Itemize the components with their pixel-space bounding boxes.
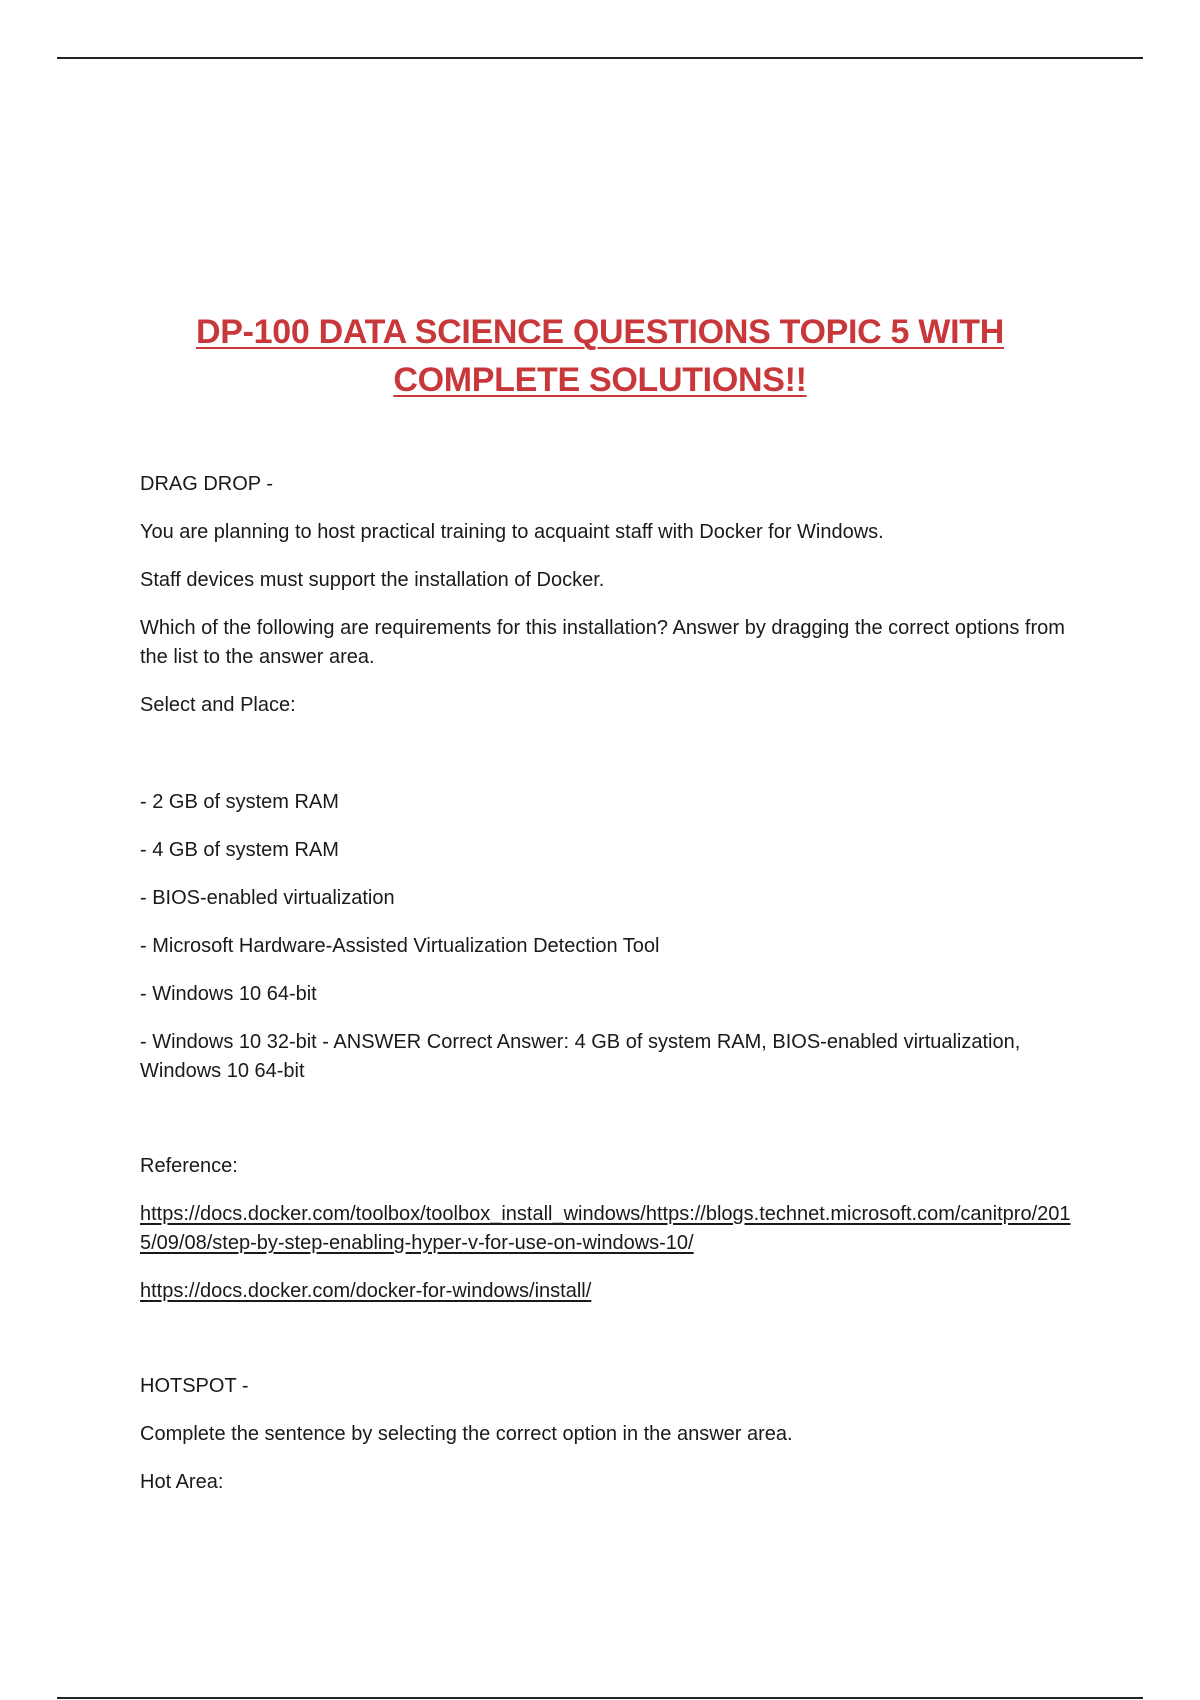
q1-type-label: DRAG DROP - <box>140 473 273 495</box>
q1-scenario: You are planning to host practical training to acquaint staff with Docker for Windows. <box>140 521 884 543</box>
q1-option-with-answer: - Windows 10 32-bit - ANSWER Correct Answer: 4 GB of system RAM, BIOS-enabled virtualization, Windows 10 64-bit <box>140 1031 1021 1082</box>
q1-option: - BIOS-enabled virtualization <box>140 887 395 909</box>
q1-requirement: Staff devices must support the installation of Docker. <box>140 569 605 591</box>
q1-option: - Windows 10 64-bit <box>140 983 317 1005</box>
header-rule <box>57 57 1143 59</box>
title-line-1: DP-100 DATA SCIENCE QUESTIONS TOPIC 5 WITH <box>196 313 1004 351</box>
document-body <box>140 470 1075 1497</box>
q2-instruction: Hot Area: <box>140 1471 224 1493</box>
reference-link[interactable]: https://docs.docker.com/toolbox/toolbox_install_windows/https://blogs.technet.microsoft.com/canitpro/2015/09/08/step-by-step-enabling-hyper-v-for-use-on-windows-10/ <box>140 1203 1071 1254</box>
q2-question: Complete the sentence by selecting the correct option in the answer area. <box>140 1423 793 1445</box>
q1-instruction: Select and Place: <box>140 694 296 716</box>
q1-option: - Microsoft Hardware-Assisted Virtualization Detection Tool <box>140 935 660 957</box>
reference-link[interactable]: https://docs.docker.com/docker-for-windows/install/ <box>140 1280 592 1302</box>
q1-option: - 2 GB of system RAM <box>140 791 339 813</box>
footer-rule <box>57 1697 1143 1699</box>
document-title <box>100 308 1100 404</box>
q1-question: Which of the following are requirements for this installation? Answer by dragging the correct options from the list to the answer area. <box>140 617 1065 668</box>
q1-option: - 4 GB of system RAM <box>140 839 339 861</box>
q1-reference-label: Reference: <box>140 1155 238 1177</box>
q2-type-label: HOTSPOT - <box>140 1375 249 1397</box>
title-line-2: COMPLETE SOLUTIONS!! <box>393 361 807 399</box>
